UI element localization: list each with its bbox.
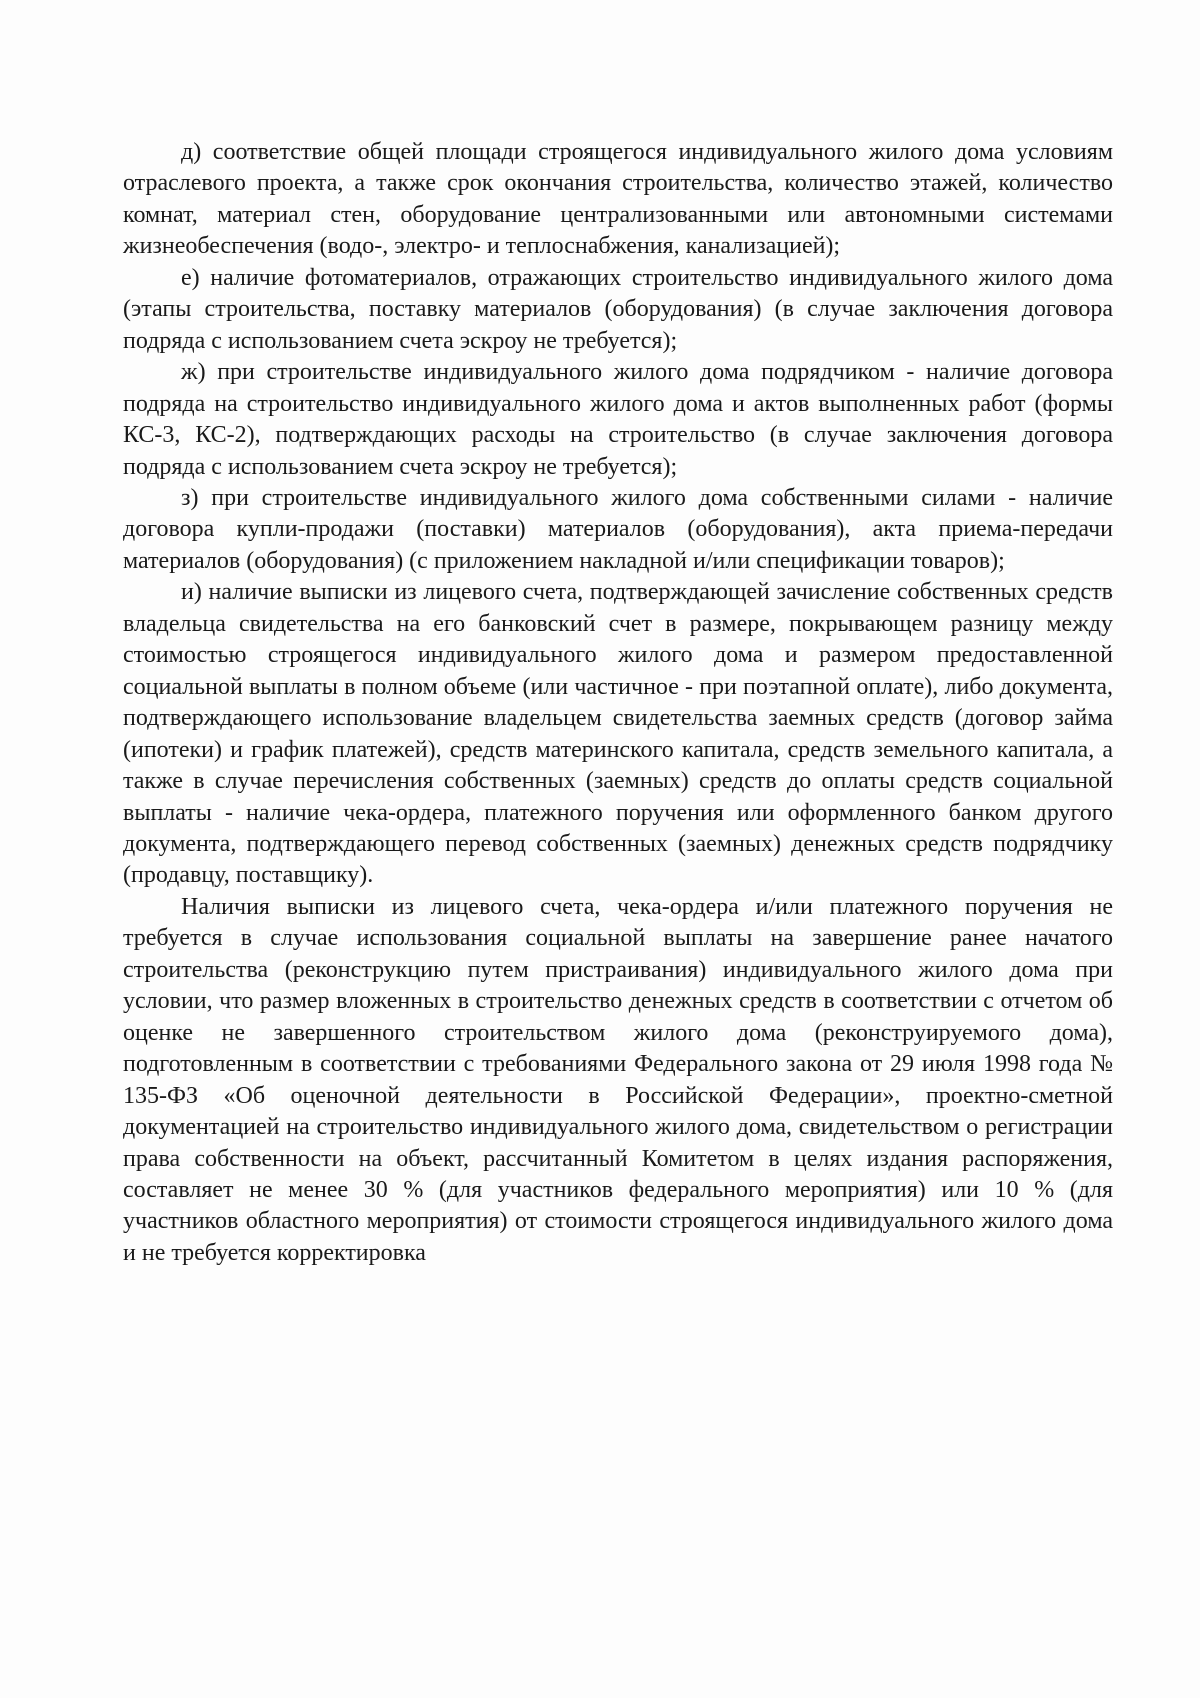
paragraph-e: е) наличие фотоматериалов, отражающих строительство индивидуального жилого дома (этапы строительства, поставку материалов (оборудования) (в случае заключения договора подряда с использованием счета эскроу не требуется); xyxy=(123,264,1113,354)
paragraph-d: д) соответствие общей площади строящегося индивидуального жилого дома условиям отраслевого проекта, а также срок окончания строительства, количество этажей, количество комнат, материал стен, оборудование централизованными или автономными системами жизнеобеспечения (водо-, электро- и теплоснабжения, канализацией); xyxy=(123,139,1113,260)
paragraph-i: и) наличие выписки из лицевого счета, подтверждающей зачисление собственных средств владельца свидетельства на его банковский счет в размере, покрывающем разницу между стоимостью строящегося индивидуального жилого дома и размером предоставленной социальной выплаты в полном объеме (или частичное - при поэтапной оплате), либо документа, подтверждающего использование владельцем свидетельства заемных средств (договор займа (ипотеки) и график платежей), средств материнского капитала, средств земельного капитала, а также в случае перечисления собственных (заемных) средств до оплаты средств социальной выплаты - наличие чека-ордера, платежного поручения или оформленного банком другого документа, подтверждающего перевод собственных (заемных) денежных средств подрядчику (продавцу, поставщику). xyxy=(123,579,1113,889)
paragraph-z: з) при строительстве индивидуального жилого дома собственными силами - наличие договора купли-продажи (поставки) материалов (оборудования), акта приема-передачи материалов (оборудования) (с приложением накладной и/или спецификации товаров); xyxy=(123,484,1113,574)
paragraph-statement-requirements: Наличия выписки из лицевого счета, чека-ордера и/или платежного поручения не требуется в случае использования социальной выплаты на завершение ранее начатого строительства (реконструкцию путем пристраивания) индивидуального жилого дома при условии, что размер вложенных в строительство денежных средств в соответствии с отчетом об оценке не завершенного строительством жилого дома (реконструируемого дома), подготовленным в соответствии с требованиями Федерального закона от 29 июля 1998 года № 135-ФЗ «Об оценочной деятельности в Российской Федерации», проектно-сметной документацией на строительство индивидуального жилого дома, свидетельством о регистрации права собственности на объект, рассчитанный Комитетом в целях издания распоряжения, составляет не менее 30 % (для участников федерального мероприятия) или 10 % (для участников областного мероприятия) от стоимости строящегося индивидуального жилого дома и не требуется корректировка xyxy=(123,893,1113,1266)
document-body xyxy=(123,137,1113,1269)
paragraph-zh: ж) при строительстве индивидуального жилого дома подрядчиком - наличие договора подряда на строительство индивидуального жилого дома и актов выполненных работ (формы КС-3, КС-2), подтверждающих расходы на строительство (в случае заключения договора подряда с использованием счета эскроу не требуется); xyxy=(123,359,1113,480)
